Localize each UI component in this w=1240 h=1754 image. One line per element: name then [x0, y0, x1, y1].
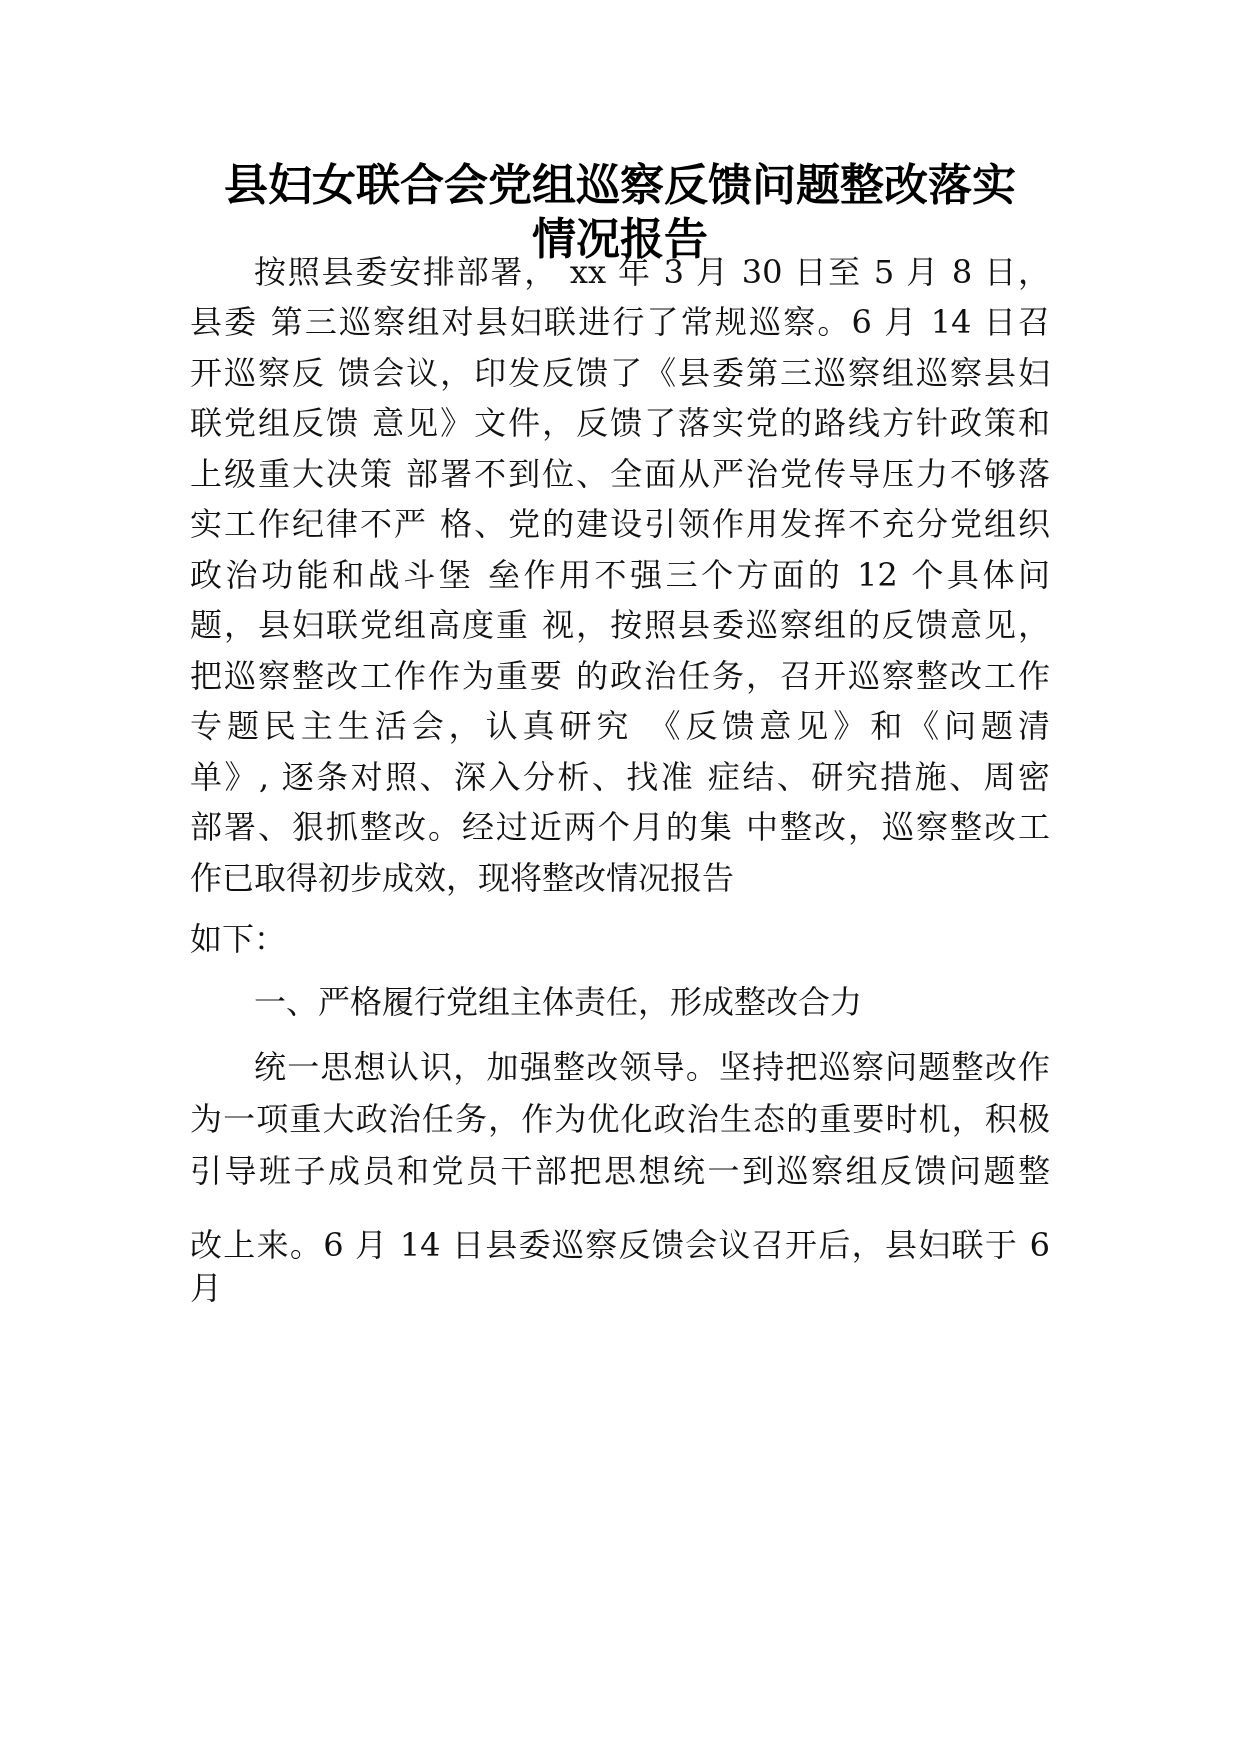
document-title-line-2: 情况报告	[532, 214, 708, 265]
body-line: 把巡察整改工作作为重要 的政治任务，召开巡察整改工作	[190, 657, 1050, 695]
body-line: 为一项重大政治任务，作为优化政治生态的重要时机，积极	[190, 1100, 1050, 1138]
body-line: 单》, 逐条对照、深入分析、找准 症结、研究措施、周密	[190, 758, 1050, 796]
section-heading: 一、严格履行党组主体责任，形成整改合力	[254, 983, 863, 1021]
body-line: 统一思想认识，加强整改领导。坚持把巡察问题整改作	[254, 1048, 1050, 1086]
document-title-line-1: 县妇女联合会党组巡察反馈问题整改落实	[224, 160, 1016, 211]
body-line: 上级重大决策 部署不到位、全面从严治党传导压力不够落	[190, 455, 1050, 493]
body-line: 按照县委安排部署， xx 年 3 月 30 日至 5 月 8 日，	[254, 253, 1050, 291]
body-line: 专题民主生活会，认真研究 《反馈意见》和《问题清	[190, 707, 1050, 745]
body-line: 改上来。6 月 14 日县委巡察反馈会议召开后，县妇联于 6	[190, 1226, 1050, 1264]
body-line: 县委 第三巡察组对县妇联进行了常规巡察。6 月 14 日召	[190, 303, 1050, 341]
body-line: 月	[190, 1269, 223, 1307]
body-line: 如下：	[190, 920, 287, 958]
body-line: 引导班子成员和党员干部把思想统一到巡察组反馈问题整	[190, 1152, 1050, 1190]
body-line: 联党组反馈 意见》文件，反馈了落实党的路线方针政策和	[190, 404, 1050, 442]
body-line: 实工作纪律不严 格、党的建设引领作用发挥不充分党组织	[190, 505, 1050, 543]
body-line: 作已取得初步成效，现将整改情况报告	[190, 859, 735, 897]
body-line: 政治功能和战斗堡 垒作用不强三个方面的 12 个具体问	[190, 556, 1050, 594]
body-line: 部署、狠抓整改。经过近两个月的集 中整改，巡察整改工	[190, 808, 1050, 846]
body-line: 题，县妇联党组高度重 视，按照县委巡察组的反馈意见，	[190, 606, 1050, 644]
body-line: 开巡察反 馈会议，印发反馈了《县委第三巡察组巡察县妇	[190, 354, 1050, 392]
